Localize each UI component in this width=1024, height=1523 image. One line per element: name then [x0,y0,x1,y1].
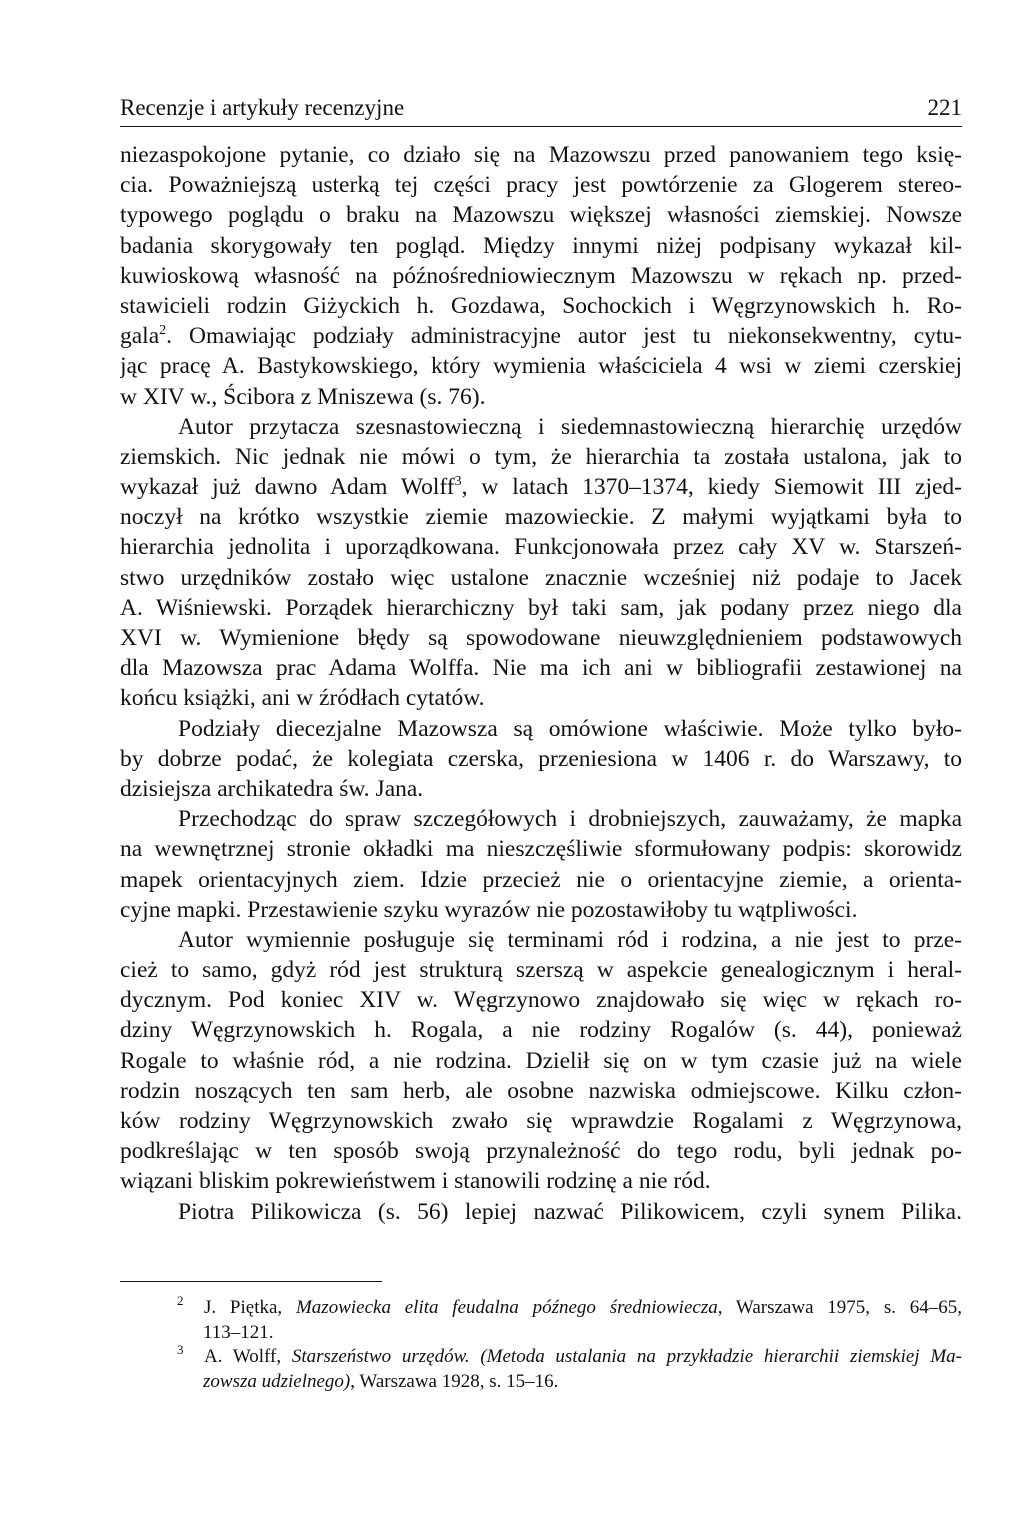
text-line: ziemskich. Nic jednak nie mówi o tym, że hierarchia ta została ustalona, jak to [120,443,962,470]
paragraph-start: Piotra Pilikowicza (s. 56) lepiej nazwać Pilikowicem, czyli synem Pilika. [178,1198,962,1225]
header-rule [120,126,962,127]
text-line: na wewnętrznej stronie okładki ma nieszczęśliwie sformułowany podpis: skorowidz [120,836,962,863]
page-number: 221 [927,95,962,120]
footnote-rule [120,1281,382,1282]
footnote-rest: , Warszawa 1975, s. 64–65, [717,1297,962,1318]
text-line: by dobrze podać, że kolegiata czerska, przeniesiona w 1406 r. do Warszawy, to [120,745,962,772]
text-line: badania skorygowały ten pogląd. Między innymi niżej podpisany wykazał kil- [120,232,962,259]
text-line: Rogale to właśnie ród, a nie rodzina. Dzielił się on w tym czasie już na wiele [120,1047,962,1074]
footnote-marker: 3 [177,1345,184,1357]
text-line: A. Wiśniewski. Porządek hierarchiczny był taki sam, jak podany przez niego dla [120,594,962,621]
footnote-title: Mazowiecka elita feudalna późnego średniowiecza [295,1297,718,1318]
text-line [120,321,962,351]
text-line: noczył na krótko wszystkie ziemie mazowieckie. Z małymi wyjątkami była to [120,504,962,531]
text-fragment: . Omawiając podziały administracyjne autor jest tu niekonsekwentny, cytu- [166,323,962,350]
text-line: ków rodziny Węgrzynowskich zwało się wprawdzie Rogalami z Węgrzynowa, [120,1108,962,1134]
footnote-2 [120,1296,962,1321]
text-fragment: gala [120,323,160,350]
footnote-marker: 2 [177,1296,184,1308]
paragraph-start: Przechodząc do spraw szczegółowych i drobniejszych, zauważamy, że mapka [178,806,962,833]
text-line: typowego poglądu o braku na Mazowszu większej własności ziemskiej. Nowsze [120,202,962,229]
text-line: stawicieli rodzin Giżyckich h. Gozdawa, Sochockich i Węgrzynowskich h. Ro- [120,292,962,319]
text-line: końcu książki, ani w źródłach cytatów. [120,685,485,712]
text-line: cia. Poważniejszą usterką tej części pracy jest powtórzenie za Glogerem stereo- [120,172,962,199]
text-line: wiązani bliskim pokrewieństwem i stanowili rodzinę a nie ród. [120,1168,711,1195]
page-header [120,94,962,126]
text-line: dycznym. Pod koniec XIV w. Węgrzynowo znajdowało się więc w rękach ro- [120,987,962,1014]
text-fragment: wykazał już dawno Adam Wolff [120,474,455,501]
text-line: cyjne mapki. Przestawienie szyku wyrazów nie pozostawiłoby tu wątpliwości. [120,896,858,923]
footnote-author: A. Wolff, [204,1346,282,1367]
text-line: w XIV w., Ścibora z Mniszewa (s. 76). [120,383,486,410]
text-line: jąc pracę A. Bastykowskiego, który wymienia właściciela 4 wsi w ziemi czerskiej [120,353,962,380]
text-line: rodzin noszących ten sam herb, ale osobne nazwiska odmiejscowe. Kilku człon- [120,1077,962,1104]
footnote-title: Starszeństwo urzędów. (Metoda ustalania na przykładzie hierarchii ziemskiej Ma- [291,1346,962,1367]
footnote-ref-3: 3 [454,474,462,490]
footnote-2-cont: 113–121. [203,1321,274,1343]
paragraph-start: Podziały diecezjalne Mazowsza są omówione właściwie. Może tylko było- [178,715,962,742]
footnote-3 [120,1345,962,1370]
text-line: mapek orientacyjnych ziem. Idzie przecież nie o orientacyjne ziemie, a orienta- [120,866,962,893]
text-line: dla Mazowsza prac Adama Wolffa. Nie ma ich ani w bibliografii zestawionej na [120,655,962,682]
paragraph-start: Autor przytacza szesnastowieczną i siedemnastowieczną hierarchię urzędów [178,413,962,440]
footnote-rest: , Warszawa 1928, s. 15–16. [350,1370,559,1392]
text-line: dzisiejsza archikatedra św. Jana. [120,775,424,802]
text-line: kuwioskową własność na późnośredniowiecznym Mazowszu w rękach np. przed- [120,262,962,289]
text-line: dziny Węgrzynowskich h. Rogala, a nie rodziny Rogalów (s. 44), ponieważ [120,1017,962,1044]
body-text [120,140,962,1227]
text-line: hierarchia jednolita i uporządkowana. Funkcjonowała przez cały XV w. Starszeń- [120,534,962,561]
running-head: Recenzje i artykuły recenzyjne [120,95,405,120]
footnotes [120,1296,962,1394]
paragraph-start: Autor wymiennie posługuje się terminami ród i rodzina, a nie jest to prze- [178,926,962,953]
text-line: niezaspokojone pytanie, co działo się na Mazowszu przed panowaniem tego księ- [120,142,962,168]
text-line: stwo urzędników zostało więc ustalone znacznie wcześniej niż podaje to Jacek [120,564,962,591]
footnote-title-cont: zowsza udzielnego) [203,1370,351,1392]
text-line: cież to samo, gdyż ród jest strukturą szerszą w aspekcie genealogicznym i heral- [120,957,962,984]
footnote-3-cont [120,1370,962,1395]
footnote-ref-2: 2 [159,323,167,339]
footnote-author: J. Piętka, [204,1297,283,1318]
text-line [120,472,962,502]
text-fragment: , w latach 1370–1374, kiedy Siemowit III zjed- [461,474,962,501]
text-line: XVI w. Wymienione błędy są spowodowane nieuwzględnieniem podstawowych [120,625,962,651]
text-line: podkreślając w ten sposób swoją przynależność do tego rodu, byli jednak po- [120,1138,962,1165]
